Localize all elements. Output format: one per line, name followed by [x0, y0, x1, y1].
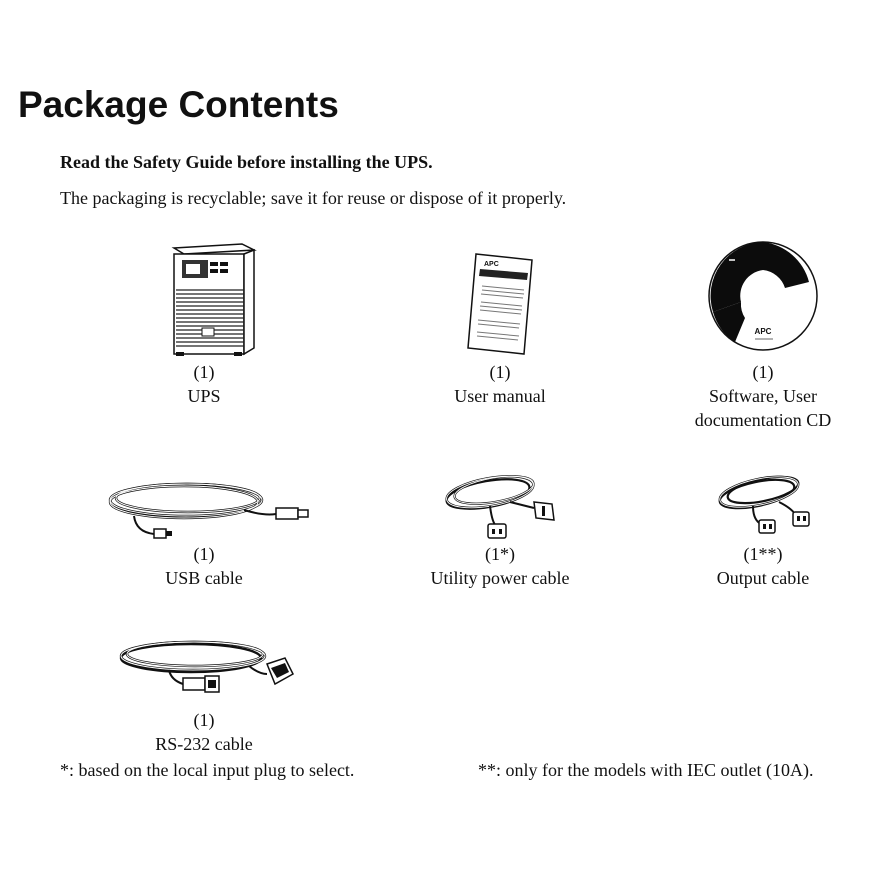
output-qty: (1**) [743, 544, 783, 564]
manual-icon [440, 240, 560, 360]
usb-cable-icon [94, 470, 314, 542]
rs232-qty: (1) [193, 710, 215, 730]
manual-label: User manual [454, 386, 546, 406]
usb-qty: (1) [193, 544, 215, 564]
item-software-cd [643, 238, 871, 432]
power-cable-icon [430, 462, 570, 542]
ups-icon [144, 240, 264, 360]
usb-label: USB cable [165, 568, 243, 588]
item-user-manual [380, 240, 620, 408]
footnote-double-asterisk: **: only for the models with IEC outlet (10A). [478, 760, 814, 780]
cd-brand-text: APC [754, 327, 772, 336]
page-title: Package Contents [18, 84, 339, 125]
item-output-cable [643, 462, 871, 590]
item-usb-cable [84, 470, 324, 590]
output-label: Output cable [716, 568, 810, 588]
cd-label-line1: Software, User [709, 386, 817, 406]
ups-label: UPS [187, 386, 221, 406]
cd-icon [701, 238, 825, 360]
item-ups [84, 240, 324, 408]
cd-qty: (1) [752, 362, 774, 382]
manual-qty: (1) [489, 362, 511, 382]
item-utility-power-cable [380, 462, 620, 590]
rs232-cable-icon [109, 628, 299, 708]
ups-qty: (1) [193, 362, 215, 382]
output-cable-icon [703, 462, 823, 542]
utility-label: Utility power cable [430, 568, 570, 588]
manual-brand-text: APC [484, 261, 499, 268]
recycle-note: The packaging is recyclable; save it for reuse or dispose of it properly. [60, 188, 567, 208]
footnote-single-asterisk: *: based on the local input plug to select. [60, 760, 355, 780]
cd-label-line2: documentation CD [694, 410, 832, 430]
rs232-label: RS-232 cable [155, 734, 253, 754]
item-rs232-cable [84, 628, 324, 756]
utility-qty: (1*) [485, 544, 515, 564]
safety-note: Read the Safety Guide before installing the UPS. [60, 152, 433, 172]
